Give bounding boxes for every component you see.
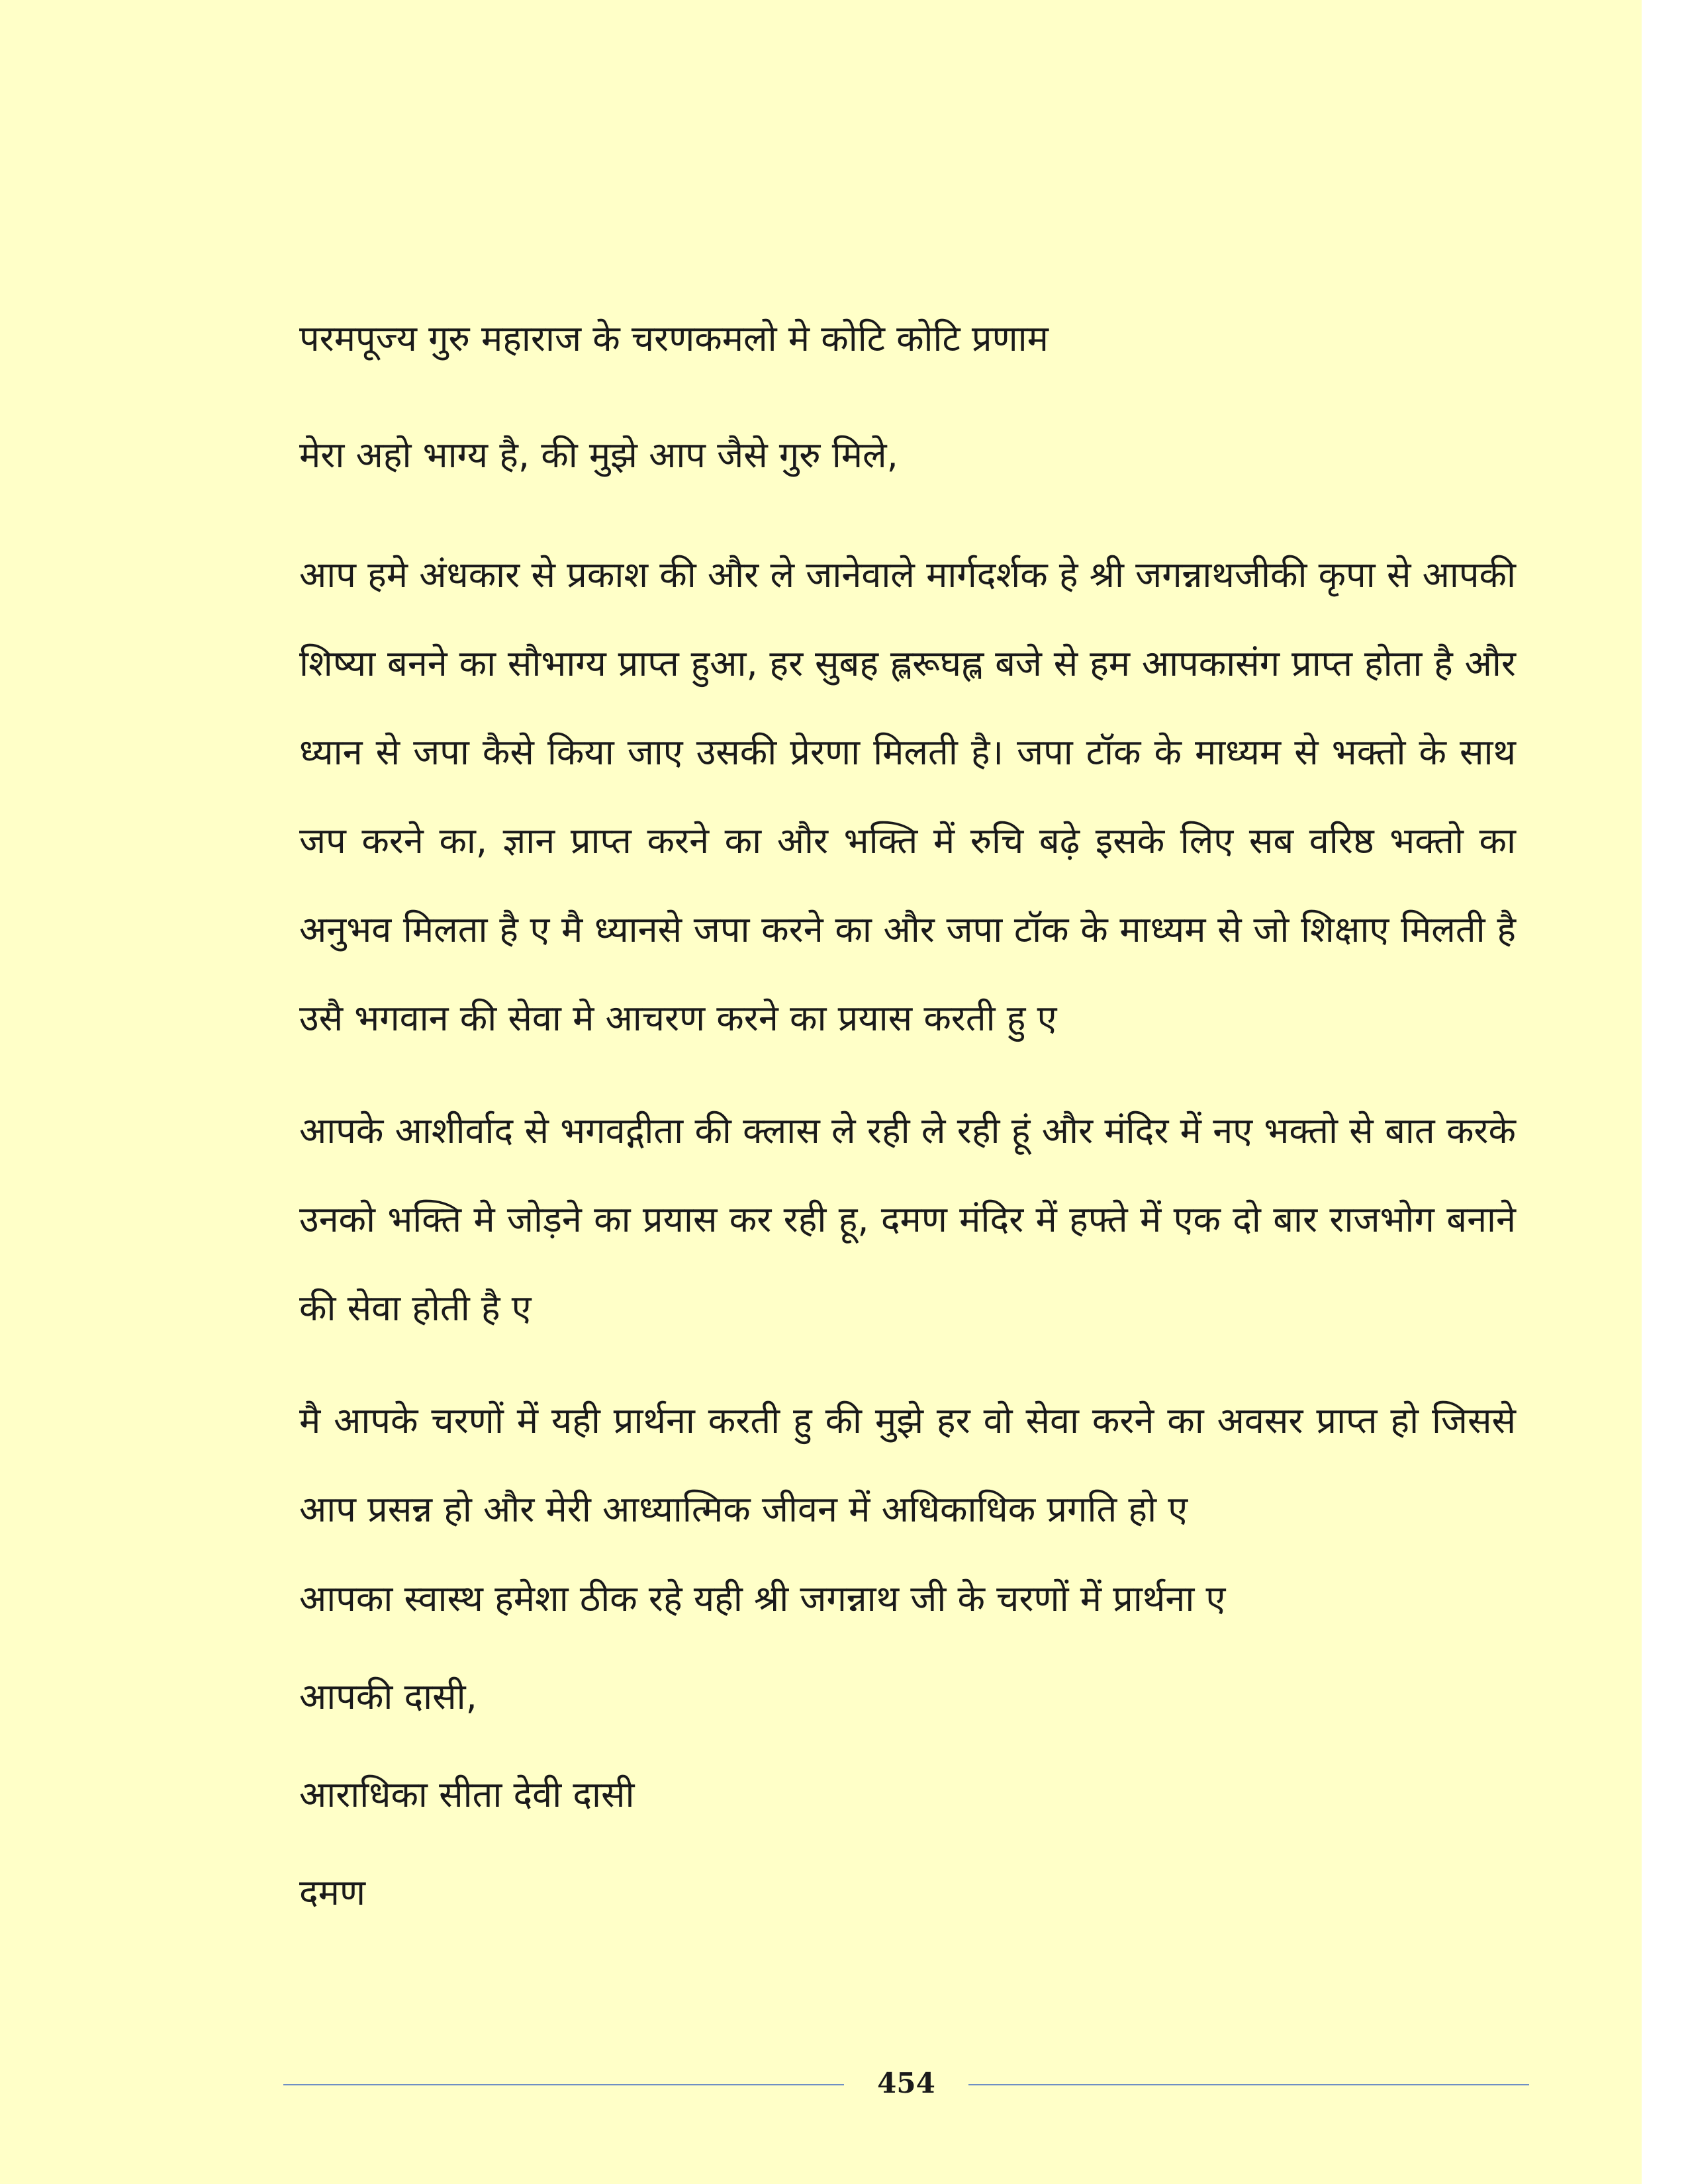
paragraph-block (299, 531, 1516, 1063)
page-number: 454 (877, 2067, 935, 2099)
page-footer (283, 2030, 1529, 2099)
paragraph-service: आपके आशीर्वाद से भगवद्गीता की क्लास ले रही ले रही हूं और मंदिर में नए भक्तो से बात करके उनको भक्ति मे जोड़ने का प्रयास कर रही हू, दमण मंदिर में हफ्ते में एक दो बार राजभोग बनाने की सेवा होती है ए (299, 1110, 1516, 1329)
paragraph-guidance: आप हमे अंधकार से प्रकाश की और ले जानेवाले मार्गदर्शक हे श्री जगन्नाथजीकी कृपा से आपकी शिष्या बनने का सौभाग्य प्राप्त हुआ, हर सुबह ह्लरूघह्ल बजे से हम आपकासंग प्राप्त होता है और ध्यान से जपा कैसे किया जाए उसकी प्रेरणा मिलती है। जपा टॉक के माध्यम से भक्तो के साथ जप करने का, ज्ञान प्राप्त करने का और भक्ति में रुचि बढ़े इसके लिए सब वरिष्ठ भक्तो का अनुभव मिलता है ए मै ध्यानसे जपा करने का और जपा टॉक के माध्यम से जो शिक्षाए मिलती है उसै भगवान की सेवा मे आचरण करने का प्रयास करती हु ए (299, 554, 1516, 1039)
opening-line: मेरा अहो भाग्य है, की मुझे आप जैसे गुरु मिले, (299, 434, 898, 476)
footer-rule-left (283, 2084, 844, 2085)
paragraph-block (299, 1087, 1516, 1353)
letter-body (299, 312, 1516, 1919)
paragraph-block (299, 1377, 1516, 1554)
place: दमण (299, 1872, 366, 1913)
closing: आपकी दासी, (299, 1676, 477, 1717)
health-wish: आपका स्वास्थ हमेशा ठीक रहे यही श्री जगन्नाथ जी के चरणों में प्रार्थना ए (299, 1578, 1226, 1619)
salutation: परमपूज्य गुरु महाराज के चरणकमलो मे कोटि कोटि प्रणाम (299, 318, 1049, 359)
signature: आराधिका सीता देवी दासी (299, 1774, 635, 1815)
footer-rule-right (968, 2084, 1529, 2085)
paragraph-prayer: मै आपके चरणों में यही प्रार्थना करती हु की मुझे हर वो सेवा करने का अवसर प्राप्त हो जिससे आप प्रसन्न हो और मेरी आध्यात्मिक जीवन में अधिकाधिक प्रगति हो ए (299, 1400, 1516, 1530)
